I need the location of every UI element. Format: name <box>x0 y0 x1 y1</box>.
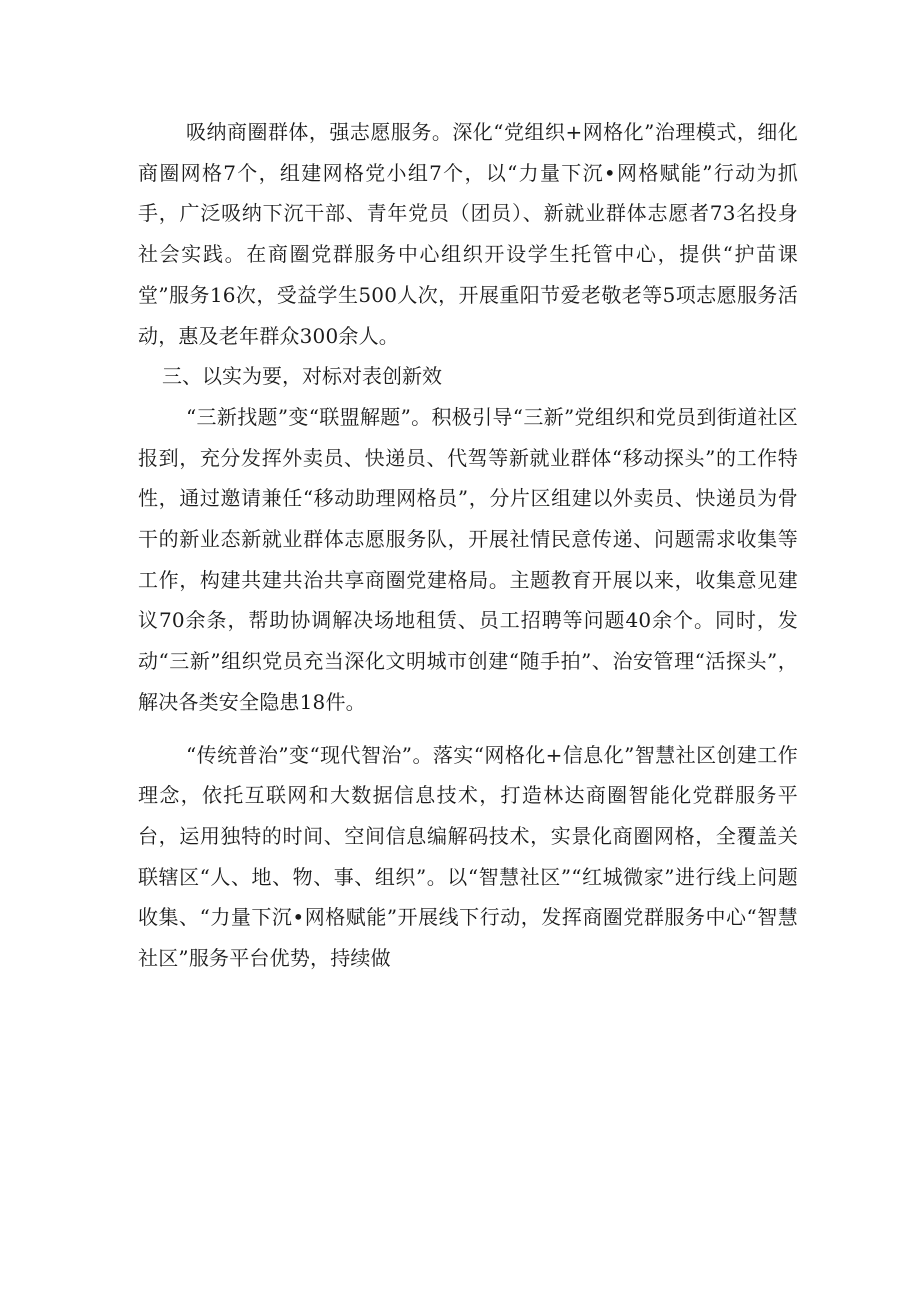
paragraph-smart-governance: “传统普治”变“现代智治”。落实“网格化+信息化”智慧社区创建工作理念，依托互联网和大数据信息技术，打造林达商圈智能化党群服务平台，运用独特的时间、空间信息编解码技术，实景化商圈网格，全覆盖关联辖区“人、地、物、事、组织”。以“智慧社区”“红城微家”进行线上问题收集、“力量下沉•网格赋能”开展线下行动，发挥商圈党群服务中心“智慧社区”服务平台优势，持续做 <box>138 742 798 971</box>
paragraph-alliance-problem-solving: “三新找题”变“联盟解题”。积极引导“三新”党组织和党员到街道社区报到，充分发挥外卖员、快递员、代驾等新就业群体“移动探头”的工作特性，通过邀请兼任“移动助理网格员”，分片区组建以外卖员、快递员为骨干的新业态新就业群体志愿服务队，开展社情民意传递、问题需求收集等工作，构建共建共治共享商圈党建格局。主题教育开展以来，收集意见建议70余条，帮助协调解决场地租赁、员工招聘等问题40余个。同时，发动“三新”组织党员充当深化文明城市创建“随手拍”、治安管理“活探头”，解决各类安全隐患18件。 <box>138 404 798 714</box>
paragraph-volunteer-service: 吸纳商圈群体，强志愿服务。深化“党组织+网格化”治理模式，细化商圈网格7个，组建网格党小组7个，以“力量下沉•网格赋能”行动为抓手，广泛吸纳下沉干部、青年党员（团员）、新就业群体志愿者73名投身社会实践。在商圈党群服务中心组织开设学生托管中心，提供“护苗课堂”服务16次，受益学生500人次，开展重阳节爱老敬老等5项志愿服务活动，惠及老年群众300余人。 <box>138 120 798 348</box>
section-heading-three: 三、以实为要，对标对表创新效 <box>162 364 442 389</box>
document-body <box>138 112 798 979</box>
